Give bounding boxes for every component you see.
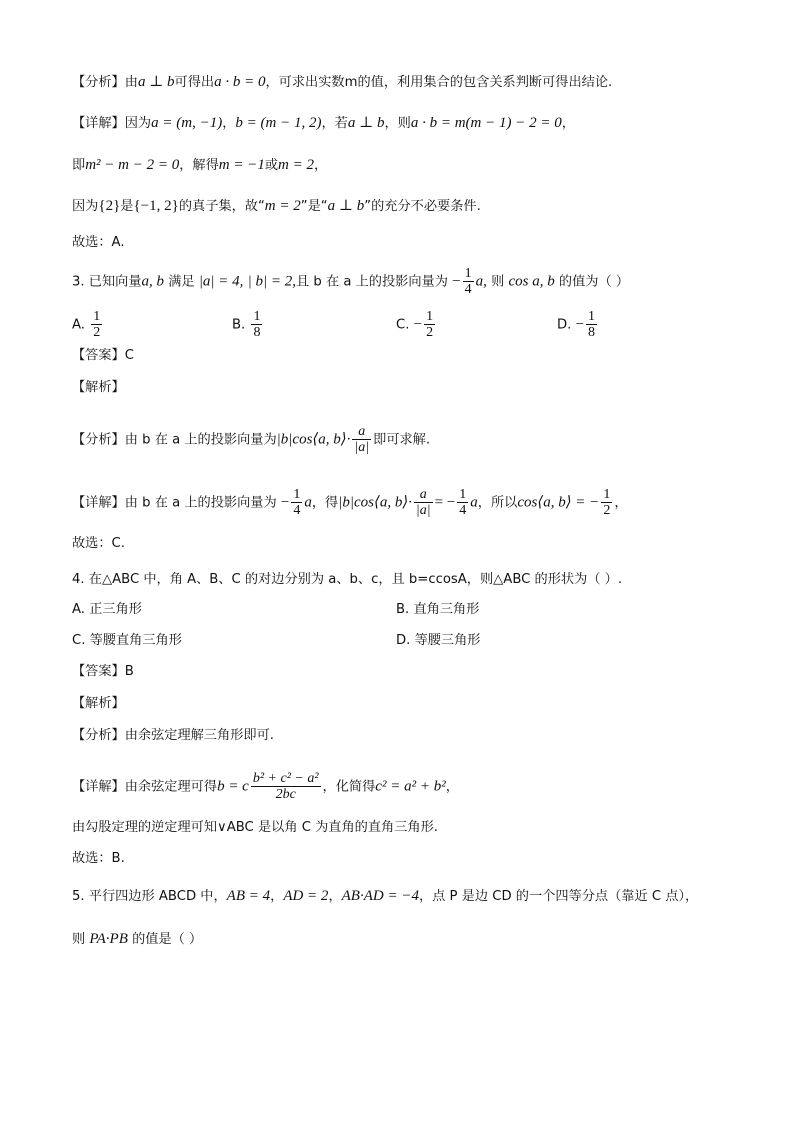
option-text: 正三角形 [89, 602, 142, 617]
math-lhs: b = c [217, 778, 249, 795]
fraction [291, 487, 302, 518]
math-sign: − [280, 494, 290, 511]
option-text: 直角三角形 [413, 602, 480, 617]
analysis-label: 【分析】 [72, 75, 125, 90]
text: 由 b 在 a 上的投影向量为 [124, 495, 277, 511]
q4-solution-label: 【解析】 [72, 696, 125, 711]
option-letter: B. [396, 602, 410, 617]
option-text: 等腰三角形 [414, 633, 481, 648]
denominator: |a| [354, 440, 370, 455]
math-vecs: a, b [141, 273, 165, 290]
text: ，得 [311, 495, 339, 511]
text: ，可求出实数m的值，利用集合的包含关系判断可得出结论. [265, 75, 613, 90]
math-vec: a, [475, 273, 487, 290]
text: 可得出 [174, 75, 215, 90]
fraction [457, 487, 468, 518]
text: ， [614, 495, 628, 511]
q3-detail-line [72, 487, 754, 518]
denominator: 2 [93, 325, 101, 340]
q4-answer-label: 【答案】B [72, 664, 134, 679]
text: ， [328, 889, 342, 904]
text: ，点 P 是边 CD 的一个四等分点（靠近 C 点）， [418, 889, 699, 904]
text: 由余弦定理可得 [124, 779, 218, 795]
q2-analysis-line [72, 72, 754, 93]
math-set: {2} [98, 198, 121, 214]
math-sol: m = −1 [218, 157, 265, 173]
numerator: 1 [603, 487, 611, 502]
fraction [424, 309, 435, 340]
text: 5. 平行四边形 ABCD 中， [72, 889, 227, 904]
q4-stem: 4. 在△ABC 中，角 A、B、C 的对边分别为 a、b、c，且 b=ccosA，则△ABC 的形状为（ ）. [72, 572, 623, 587]
analysis-label: 【分析】 [72, 432, 125, 448]
fraction [601, 487, 612, 518]
math-cos: cos⟨a, b⟩ = − [517, 494, 600, 511]
denominator: 4 [459, 503, 467, 518]
math-vec-b: b = (m − 1, 2) [235, 115, 322, 131]
q4-analysis-line: 【分析】由余弦定理解三角形即可. [72, 728, 275, 743]
detail-label: 【详解】 [72, 779, 125, 795]
text: 满足 [168, 274, 195, 290]
q3-analysis-line [72, 424, 754, 455]
math-sol: m = 2 [278, 157, 315, 173]
q4-option-b [396, 600, 479, 620]
numerator: a [414, 487, 433, 503]
text: ， [270, 889, 284, 904]
option-letter: C. [396, 317, 410, 333]
q3-option-b [232, 309, 264, 340]
text: ， [445, 779, 459, 795]
text: 的真子集，故“ [178, 199, 265, 214]
q5-stem [72, 886, 754, 907]
denominator: 2 [603, 503, 611, 518]
q3-solution-label: 【解析】 [72, 380, 125, 395]
math-calc: a · b = m(m − 1) − 2 = 0 [410, 115, 562, 131]
math-expr: |b|cos⟨a, b⟩· [338, 494, 412, 511]
math-vec: a [470, 494, 478, 511]
text: ， [561, 116, 575, 131]
numerator: 1 [293, 487, 301, 502]
fraction [414, 487, 433, 518]
math-perp: a ⊥ b [137, 74, 175, 90]
text: 即 [72, 158, 86, 173]
math-dot: a · b = 0 [214, 74, 266, 90]
detail-label: 【详解】 [72, 116, 125, 131]
detail-label: 【详解】 [72, 495, 125, 511]
q4-answer: 故选：B. [72, 851, 125, 866]
numerator: 1 [93, 309, 101, 324]
text: ， [314, 158, 328, 173]
text: 因为 [124, 116, 152, 131]
denominator: 4 [464, 282, 472, 297]
q2-detail-line [72, 113, 754, 134]
math-vec: a [304, 494, 312, 511]
denominator: 2 [426, 325, 434, 340]
option-sign: − [575, 316, 585, 333]
q3-option-d [557, 309, 599, 340]
text: ”的充分不必要条件. [364, 199, 481, 214]
q2-conclusion-line [72, 196, 754, 217]
numerator: a [352, 424, 371, 440]
text: 是 [120, 199, 134, 214]
denominator: 4 [293, 503, 301, 518]
numerator: 1 [426, 309, 434, 324]
text: 则 [491, 274, 505, 290]
math-set: {−1, 2} [133, 198, 179, 214]
option-letter: D. [557, 317, 572, 333]
q4-option-a [72, 600, 142, 620]
math-dot: AB·AD = −4 [341, 888, 419, 904]
fraction [251, 309, 262, 340]
numerator: b² + c² − a² [252, 771, 319, 786]
text: 由 b 在 a 上的投影向量为 [124, 432, 277, 448]
numerator: 1 [459, 487, 467, 502]
denominator: 8 [588, 325, 596, 340]
text: ”是“ [300, 199, 328, 214]
fraction [251, 771, 321, 802]
math-perp: a ⊥ b [327, 198, 365, 214]
option-letter: A. [72, 602, 85, 617]
q3-answer-label: 【答案】C [72, 348, 134, 363]
text: 因为 [72, 199, 99, 214]
math-dot: PA·PB [89, 931, 128, 947]
q4-option-d [396, 631, 481, 651]
option-sign: − [413, 316, 423, 333]
fraction [352, 424, 371, 455]
text: ，则 [384, 116, 411, 131]
numerator: 1 [588, 309, 596, 324]
math-eq: = − [434, 494, 456, 511]
q3-option-c [396, 309, 437, 340]
math-perp: a ⊥ b [347, 115, 385, 131]
math-cos: cos a, b [508, 273, 555, 290]
q4-option-c [72, 631, 182, 651]
text: 3. 已知向量 [72, 274, 142, 290]
numerator: 1 [464, 266, 472, 281]
text: ，所以 [477, 495, 518, 511]
option-letter: C. [72, 633, 86, 648]
text: 且 b 在 a 上的投影向量为 [296, 274, 448, 290]
text: 由 [124, 75, 138, 90]
text: 则 [72, 932, 86, 947]
numerator: 1 [253, 309, 261, 324]
option-letter: B. [232, 317, 246, 333]
fraction [91, 309, 102, 340]
math-eq: AB = 4 [226, 888, 271, 904]
denominator: 2bc [275, 787, 296, 802]
q5-stem-line2 [72, 929, 754, 950]
q4-conclusion: 由勾股定理的逆定理可知∨ABC 是以角 C 为直角的直角三角形. [72, 820, 438, 835]
text: ，解得 [179, 158, 219, 173]
math-eq: m = 2 [264, 198, 301, 214]
math-eq: AD = 2 [283, 888, 329, 904]
q4-detail-line [72, 771, 754, 802]
text: ，化简得 [322, 779, 376, 795]
text: ，若 [321, 116, 348, 131]
denominator: 8 [253, 325, 261, 340]
math-vec-a: a = (m, −1) [151, 115, 223, 131]
q2-answer: 故选：A. [72, 235, 125, 250]
text: ， [222, 116, 236, 131]
fraction [586, 309, 597, 340]
text: 即可求解. [373, 432, 431, 448]
option-letter: A. [72, 317, 85, 333]
text: 的值是（ ） [132, 932, 203, 947]
text: 的值为（ ） [558, 274, 630, 290]
fraction [463, 266, 474, 297]
option-text: 等腰直角三角形 [89, 633, 182, 648]
text: 或 [264, 158, 279, 173]
math-abs-b: | b| = 2, [247, 273, 297, 290]
q3-answer: 故选：C. [72, 536, 125, 551]
math-sign: − [452, 273, 461, 290]
q3-stem [72, 266, 754, 297]
q2-solve-line [72, 155, 754, 176]
math-eq: m² − m − 2 = 0 [85, 157, 180, 173]
q3-option-a [72, 309, 104, 340]
denominator: |a| [415, 503, 431, 518]
math-expr: |b|cos⟨a, b⟩· [276, 431, 351, 448]
math-result: c² = a² + b² [375, 778, 446, 795]
option-letter: D. [396, 633, 411, 648]
math-abs-a: |a| = 4, [198, 273, 244, 290]
